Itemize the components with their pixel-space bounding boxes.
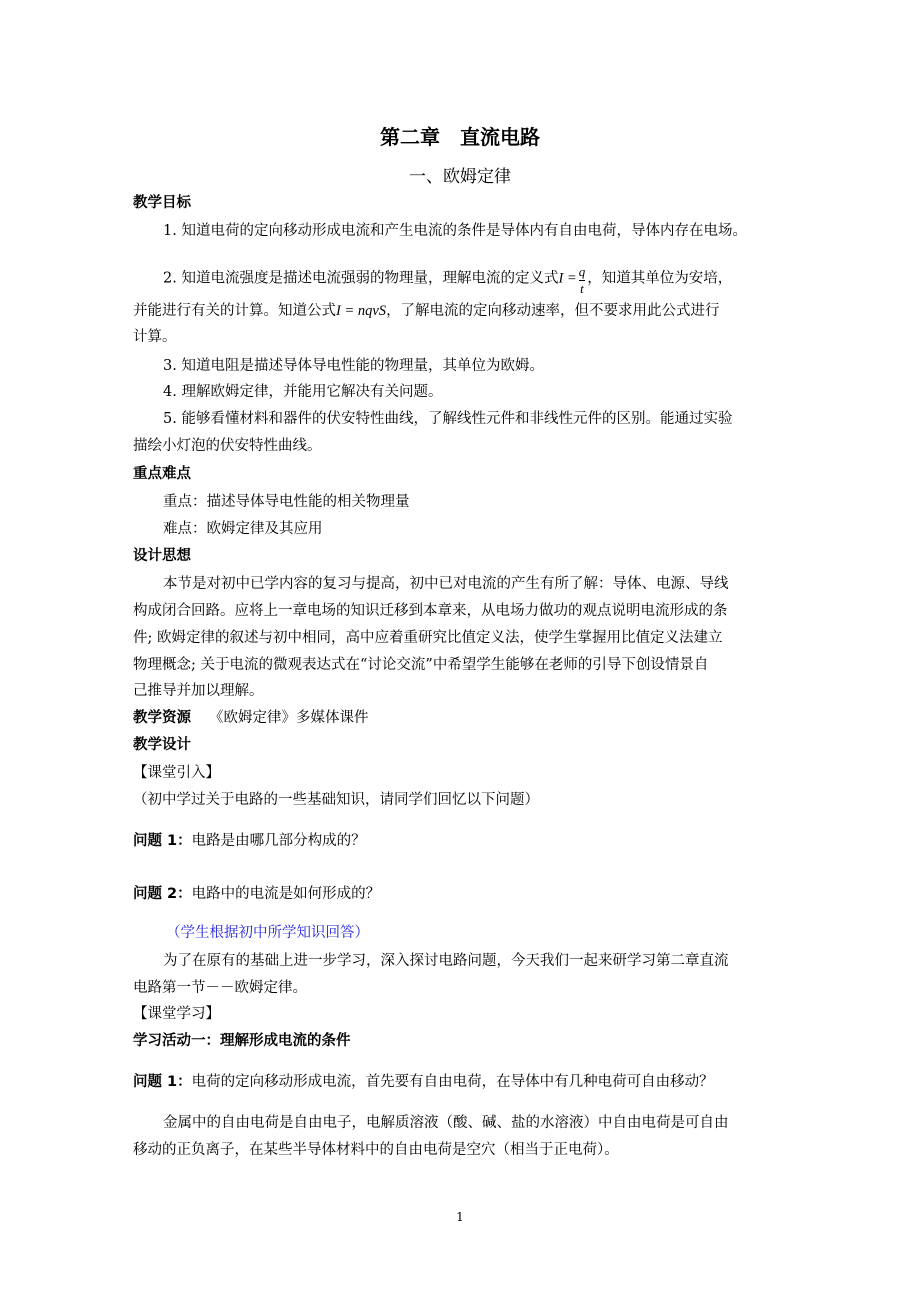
page-number: 1	[456, 1210, 464, 1224]
objective-2-line3: 计算。	[133, 329, 177, 345]
formula-numerator: q	[578, 264, 586, 279]
formula-lhs: I =	[558, 270, 577, 287]
objective-2-line2	[133, 302, 720, 320]
objective-3: 3. 知道电阻是描述导体导电性能的物理量，其单位为欧姆。	[163, 358, 544, 374]
formula-current-micro: I = nqvS	[336, 303, 387, 319]
objective-5-line2: 描绘小灯泡的伏安特性曲线。	[133, 438, 322, 454]
question-text: 电路中的电流是如何形成的？	[191, 886, 381, 902]
resources-row	[133, 709, 369, 727]
question-text: 电荷的定向移动形成电流，首先要有自由电荷，在导体中有几种电荷可自由移动？	[191, 1074, 714, 1090]
objective-2-text-b: ，知道其单位为安培，	[587, 270, 733, 287]
objective-4: 4. 理解欧姆定律，并能用它解决有关问题。	[163, 384, 443, 400]
section-title: 一、欧姆定律	[409, 167, 511, 187]
resources-text: 《欧姆定律》多媒体课件	[209, 710, 369, 726]
difficulty: 难点：欧姆定律及其应用	[163, 521, 323, 537]
answer-line: 移动的正负离子，在某些半导体材料中的自由电荷是空穴（相当于正电荷）。	[133, 1142, 619, 1158]
design-line: 本节是对初中已学内容的复习与提高，初中已对电流的产生有所了解：导体、电源、导线	[163, 576, 729, 592]
transition-line: 电路第一节－－欧姆定律。	[133, 980, 307, 996]
question-label: 问题 1：	[133, 1074, 192, 1090]
design-heading: 设计思想	[133, 548, 191, 564]
intro-heading: 【课堂引入】	[133, 765, 220, 781]
design-line: 构成闭合回路。应将上一章电场的知识迁移到本章来，从电场力做功的观点说明电流形成的条	[133, 603, 728, 619]
transition-line: 为了在原有的基础上进一步学习，深入探讨电路问题，今天我们一起来研学习第二章直流	[163, 953, 729, 969]
objective-2-text: 2. 知道电流强度是描述电流强弱的物理量，理解电流的定义式	[163, 270, 559, 287]
question-text: 电路是由哪几部分构成的？	[191, 833, 366, 849]
answer-line: 金属中的自由电荷是自由电子，电解质溶液（酸、碱、盐的水溶液）中自由电荷是可自由	[163, 1115, 729, 1131]
objectives-heading: 教学目标	[133, 195, 191, 211]
formula-fraction	[579, 264, 586, 297]
student-note: （学生根据初中所学知识回答）	[166, 925, 369, 941]
activity-1-heading: 学习活动一：理解形成电流的条件	[133, 1033, 351, 1049]
objective-1: 1. 知道电荷的定向移动形成电流和产生电流的条件是导体内有自由电荷，导体内存在电场。	[163, 223, 747, 239]
intro-note: （初中学过关于电路的一些基础知识，请同学们回忆以下问题）	[133, 792, 539, 808]
key-points-heading: 重点难点	[133, 466, 191, 482]
formula-denominator: t	[580, 281, 584, 296]
objective-2	[163, 262, 732, 295]
design-line: 件; 欧姆定律的叙述与初中相同，高中应着重研究比值定义法，使学生掌握用比值定义法建立	[133, 630, 723, 646]
question-label: 问题 1：	[133, 833, 192, 849]
activity-question-1	[133, 1073, 714, 1091]
design-line: 物理概念; 关于电流的微观表达式在“讨论交流”中希望学生能够在老师的引导下创设情景自	[133, 657, 709, 673]
study-heading: 【课堂学习】	[133, 1006, 220, 1022]
question-label: 问题 2：	[133, 886, 192, 902]
objective-5: 5. 能够看懂材料和器件的伏安特性曲线，了解线性元件和非线性元件的区别。能通过实验	[163, 411, 733, 427]
design-line: 己推导并加以理解。	[133, 683, 264, 699]
objective-2-line2-text-b: ，了解电流的定向移动速率，但不要求用此公式进行	[386, 303, 720, 319]
objective-2-line2-text: 并能进行有关的计算。知道公式	[133, 303, 336, 319]
chapter-title: 第二章 直流电路	[380, 125, 540, 149]
question-1	[133, 832, 366, 850]
teaching-design-heading: 教学设计	[133, 737, 191, 753]
question-2	[133, 885, 380, 903]
key-point: 重点：描述导体导电性能的相关物理量	[163, 494, 410, 510]
resources-heading: 教学资源	[133, 710, 191, 726]
